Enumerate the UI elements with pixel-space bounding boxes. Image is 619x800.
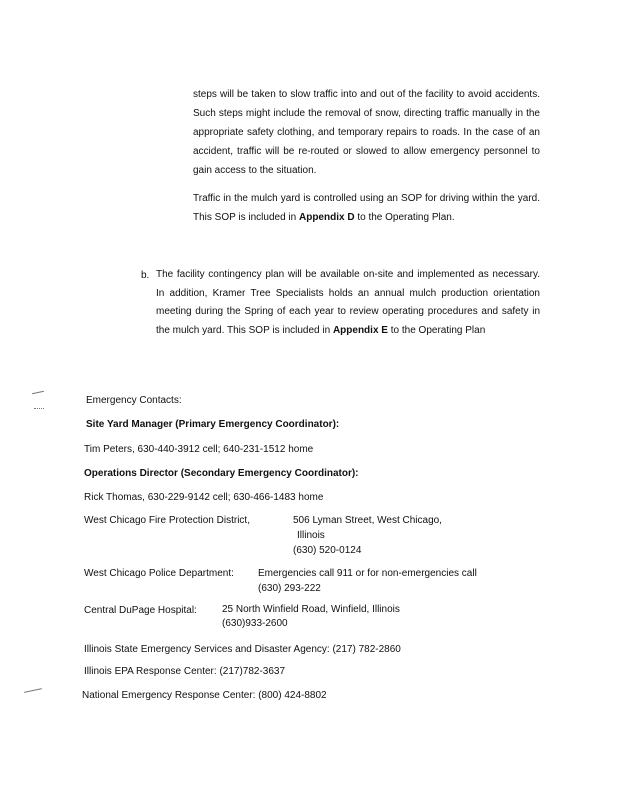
mulch-yard-tail: to the Operating Plan. <box>354 212 455 223</box>
hospital-phone: (630)933-2600 <box>222 618 288 629</box>
contingency-plan-paragraph <box>156 266 540 340</box>
item-b-marker: b. <box>141 270 150 281</box>
mulch-yard-text: Traffic in the mulch yard is controlled using an SOP for driving within the yard. This SOP is included in <box>193 193 540 223</box>
iepa-contact: Illinois EPA Response Center: (217)782-3637 <box>84 666 286 677</box>
margin-mark <box>32 391 44 394</box>
fire-district-name: West Chicago Fire Protection District, <box>84 515 250 526</box>
continued-paragraph <box>193 85 540 180</box>
appendix-d-ref: Appendix D <box>298 212 355 223</box>
margin-mark <box>24 688 42 693</box>
hospital-details <box>222 603 400 631</box>
fire-district-address2: Illinois <box>297 530 325 541</box>
continued-paragraph-text: steps will be taken to slow traffic into and out of the facility to avoid accidents. Such steps might include the removal of snow, directing traffic manually in the appropriate safety clothing, and temporary repairs to roads. In the case of an accident, traffic will be re-routed or slowed to allow emergency personnel to gain access to the situation. <box>193 89 540 176</box>
site-manager-contact: Tim Peters, 630-440-3912 cell; 640-231-1512 home <box>84 444 314 455</box>
fire-district-phone: (630) 520-0124 <box>293 545 362 556</box>
ops-director-contact: Rick Thomas, 630-229-9142 cell; 630-466-1483 home <box>84 492 324 503</box>
police-dept-details <box>258 566 477 596</box>
nrc-contact: National Emergency Response Center: (800) 424-8802 <box>82 690 327 701</box>
hospital-name: Central DuPage Hospital: <box>84 605 197 616</box>
appendix-e-ref: Appendix E <box>332 324 388 336</box>
fire-district-address1: 506 Lyman Street, West Chicago, <box>293 515 442 526</box>
police-dept-phone: (630) 293-222 <box>258 583 321 594</box>
site-manager-label: Site Yard Manager (Primary Emergency Coordinator): <box>86 419 340 430</box>
hospital-address: 25 North Winfield Road, Winfield, Illinois <box>222 604 400 615</box>
emergency-contacts-heading: Emergency Contacts: <box>86 395 182 406</box>
iema-contact: Illinois State Emergency Services and Disaster Agency: (217) 782-2860 <box>84 644 401 655</box>
mulch-yard-paragraph <box>193 189 540 227</box>
contingency-plan-tail: to the Operating Plan <box>387 324 486 336</box>
ops-director-label: Operations Director (Secondary Emergency Coordinator): <box>84 468 359 479</box>
police-dept-name: West Chicago Police Department: <box>84 568 234 579</box>
fire-district-details <box>293 513 442 558</box>
police-dept-line1: Emergencies call 911 or for non-emergencies call <box>258 568 477 579</box>
margin-mark <box>34 408 44 409</box>
contingency-plan-text: The facility contingency plan will be available on-site and implemented as necessary. In addition, Kramer Tree Specialists holds an annual mulch production orientation meeting during the Spring of each year to review operating procedures and safety in the mulch yard. This SOP is included in <box>156 269 540 336</box>
